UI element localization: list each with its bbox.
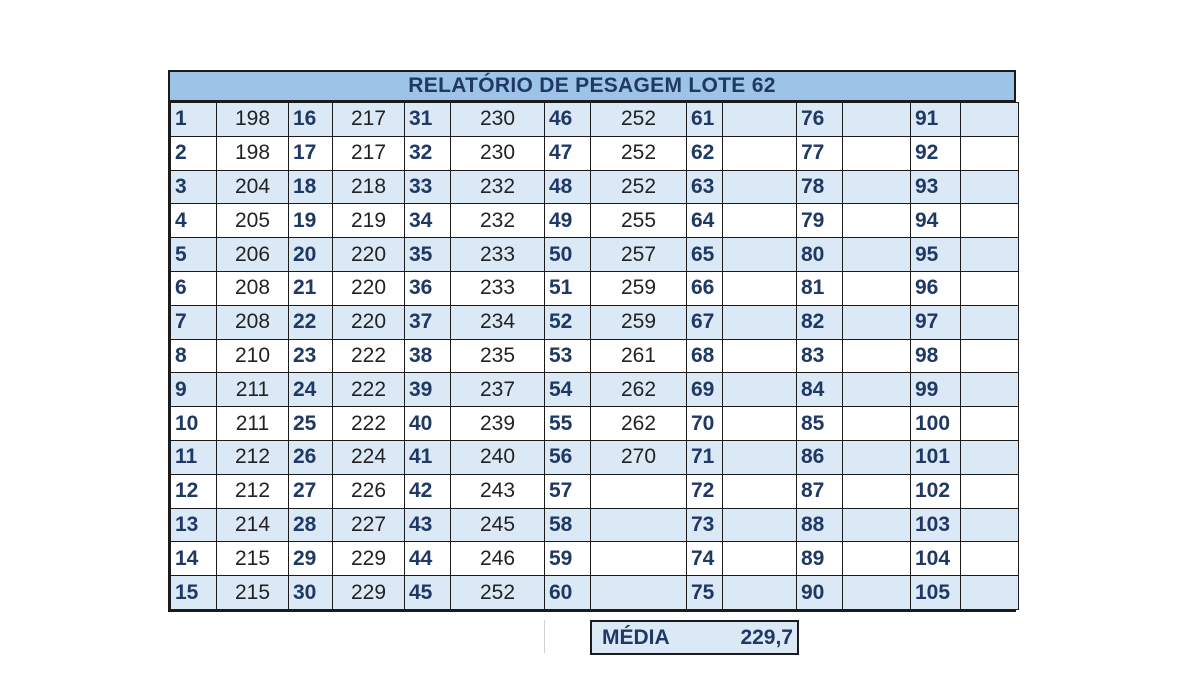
animal-number: 84 (797, 373, 843, 407)
animal-number: 55 (545, 407, 591, 441)
animal-number: 46 (545, 103, 591, 137)
animal-number: 36 (405, 271, 451, 305)
animal-number: 102 (911, 474, 961, 508)
animal-number: 19 (289, 204, 333, 238)
weight-cell[interactable]: 232 (451, 204, 545, 238)
weight-cell[interactable] (843, 271, 911, 305)
weight-cell[interactable] (723, 136, 797, 170)
animal-number: 59 (545, 542, 591, 576)
animal-number: 78 (797, 170, 843, 204)
table-row (171, 576, 1019, 610)
weight-cell[interactable] (723, 305, 797, 339)
animal-number: 49 (545, 204, 591, 238)
animal-number: 86 (797, 440, 843, 474)
animal-number: 5 (171, 238, 217, 272)
animal-number: 4 (171, 204, 217, 238)
gridline-stub (544, 620, 545, 653)
weight-cell[interactable]: 230 (451, 136, 545, 170)
animal-number: 18 (289, 170, 333, 204)
weight-cell[interactable] (961, 136, 1019, 170)
weight-cell[interactable]: 220 (333, 305, 405, 339)
animal-number: 16 (289, 103, 333, 137)
animal-number: 97 (911, 305, 961, 339)
animal-number: 88 (797, 508, 843, 542)
weight-cell[interactable]: 226 (333, 474, 405, 508)
weight-cell[interactable] (843, 542, 911, 576)
weight-cell[interactable] (843, 440, 911, 474)
animal-number: 48 (545, 170, 591, 204)
table-row (171, 103, 1019, 137)
table-row (171, 305, 1019, 339)
table-row (171, 474, 1019, 508)
animal-number: 25 (289, 407, 333, 441)
weight-cell[interactable] (961, 271, 1019, 305)
weight-cell[interactable]: 234 (451, 305, 545, 339)
weight-cell[interactable] (961, 440, 1019, 474)
animal-number: 83 (797, 339, 843, 373)
animal-number: 21 (289, 271, 333, 305)
weight-cell[interactable]: 227 (333, 508, 405, 542)
animal-number: 38 (405, 339, 451, 373)
animal-number: 26 (289, 440, 333, 474)
animal-number: 27 (289, 474, 333, 508)
weight-cell[interactable]: 239 (451, 407, 545, 441)
animal-number: 101 (911, 440, 961, 474)
animal-number: 24 (289, 373, 333, 407)
table-row (171, 407, 1019, 441)
weight-cell[interactable] (843, 305, 911, 339)
animal-number: 65 (687, 238, 723, 272)
weight-cell[interactable]: 262 (591, 407, 687, 441)
weight-cell[interactable]: 222 (333, 373, 405, 407)
table-row (171, 238, 1019, 272)
animal-number: 89 (797, 542, 843, 576)
table-row (171, 339, 1019, 373)
animal-number: 39 (405, 373, 451, 407)
animal-number: 30 (289, 576, 333, 610)
table-row (171, 136, 1019, 170)
weight-cell[interactable] (961, 103, 1019, 137)
weight-cell[interactable]: 204 (217, 170, 289, 204)
weight-cell[interactable]: 205 (217, 204, 289, 238)
weight-cell[interactable]: 245 (451, 508, 545, 542)
weight-cell[interactable]: 233 (451, 238, 545, 272)
animal-number: 61 (687, 103, 723, 137)
table-row (171, 204, 1019, 238)
weight-cell[interactable]: 212 (217, 474, 289, 508)
animal-number: 45 (405, 576, 451, 610)
animal-number: 15 (171, 576, 217, 610)
animal-number: 43 (405, 508, 451, 542)
weighing-report-sheet (168, 70, 1016, 612)
weight-cell[interactable] (961, 508, 1019, 542)
weight-cell[interactable] (723, 204, 797, 238)
weight-cell[interactable] (843, 576, 911, 610)
weight-cell[interactable] (843, 204, 911, 238)
animal-number: 69 (687, 373, 723, 407)
animal-number: 12 (171, 474, 217, 508)
animal-number: 92 (911, 136, 961, 170)
animal-number: 104 (911, 542, 961, 576)
animal-number: 98 (911, 339, 961, 373)
weight-cell[interactable]: 211 (217, 407, 289, 441)
animal-number: 54 (545, 373, 591, 407)
weight-cell[interactable] (961, 474, 1019, 508)
weight-cell[interactable] (843, 238, 911, 272)
animal-number: 70 (687, 407, 723, 441)
weight-cell[interactable]: 214 (217, 508, 289, 542)
animal-number: 44 (405, 542, 451, 576)
weight-cell[interactable]: 222 (333, 407, 405, 441)
animal-number: 95 (911, 238, 961, 272)
weight-cell[interactable] (723, 407, 797, 441)
animal-number: 3 (171, 170, 217, 204)
weight-cell[interactable]: 219 (333, 204, 405, 238)
animal-number: 72 (687, 474, 723, 508)
weight-cell[interactable] (961, 542, 1019, 576)
weight-cell[interactable]: 232 (451, 170, 545, 204)
animal-number: 41 (405, 440, 451, 474)
weight-cell[interactable]: 252 (591, 136, 687, 170)
weight-cell[interactable] (961, 204, 1019, 238)
animal-number: 79 (797, 204, 843, 238)
weight-cell[interactable]: 229 (333, 542, 405, 576)
weights-table (170, 102, 1019, 610)
weight-cell[interactable] (961, 238, 1019, 272)
weight-cell[interactable]: 217 (333, 136, 405, 170)
animal-number: 51 (545, 271, 591, 305)
animal-number: 81 (797, 271, 843, 305)
animal-number: 1 (171, 103, 217, 137)
animal-number: 20 (289, 238, 333, 272)
animal-number: 31 (405, 103, 451, 137)
animal-number: 94 (911, 204, 961, 238)
weight-cell[interactable] (723, 238, 797, 272)
animal-number: 32 (405, 136, 451, 170)
table-row (171, 271, 1019, 305)
weight-cell[interactable] (591, 508, 687, 542)
animal-number: 77 (797, 136, 843, 170)
weight-cell[interactable] (843, 508, 911, 542)
weight-cell[interactable]: 206 (217, 238, 289, 272)
weight-cell[interactable] (843, 373, 911, 407)
table-row (171, 440, 1019, 474)
weight-cell[interactable]: 230 (451, 103, 545, 137)
animal-number: 23 (289, 339, 333, 373)
weight-cell[interactable] (591, 474, 687, 508)
animal-number: 85 (797, 407, 843, 441)
weight-cell[interactable] (961, 305, 1019, 339)
animal-number: 17 (289, 136, 333, 170)
weight-cell[interactable] (843, 103, 911, 137)
weight-cell[interactable]: 235 (451, 339, 545, 373)
weight-cell[interactable] (961, 170, 1019, 204)
weight-cell[interactable]: 222 (333, 339, 405, 373)
weight-cell[interactable] (723, 103, 797, 137)
weight-cell[interactable]: 198 (217, 103, 289, 137)
average-box (590, 620, 799, 655)
weight-cell[interactable]: 212 (217, 440, 289, 474)
weight-cell[interactable] (591, 542, 687, 576)
weight-cell[interactable] (843, 474, 911, 508)
average-label: MÉDIA (602, 625, 670, 649)
weight-cell[interactable] (723, 170, 797, 204)
animal-number: 71 (687, 440, 723, 474)
weight-cell[interactable]: 233 (451, 271, 545, 305)
weight-cell[interactable]: 229 (333, 576, 405, 610)
weight-cell[interactable] (843, 407, 911, 441)
animal-number: 62 (687, 136, 723, 170)
weight-cell[interactable]: 208 (217, 305, 289, 339)
weight-cell[interactable]: 270 (591, 440, 687, 474)
animal-number: 66 (687, 271, 723, 305)
weight-cell[interactable]: 252 (591, 103, 687, 137)
animal-number: 60 (545, 576, 591, 610)
weight-cell[interactable] (723, 576, 797, 610)
weight-cell[interactable]: 220 (333, 271, 405, 305)
animal-number: 82 (797, 305, 843, 339)
weight-cell[interactable]: 252 (451, 576, 545, 610)
weight-cell[interactable] (843, 170, 911, 204)
animal-number: 74 (687, 542, 723, 576)
weight-cell[interactable]: 211 (217, 373, 289, 407)
animal-number: 87 (797, 474, 843, 508)
weight-cell[interactable]: 257 (591, 238, 687, 272)
animal-number: 34 (405, 204, 451, 238)
animal-number: 80 (797, 238, 843, 272)
animal-number: 96 (911, 271, 961, 305)
weight-cell[interactable] (723, 339, 797, 373)
animal-number: 63 (687, 170, 723, 204)
weight-cell[interactable] (961, 339, 1019, 373)
animal-number: 99 (911, 373, 961, 407)
weight-cell[interactable] (961, 407, 1019, 441)
weight-cell[interactable] (961, 373, 1019, 407)
animal-number: 10 (171, 407, 217, 441)
report-title: RELATÓRIO DE PESAGEM LOTE 62 (168, 70, 1016, 102)
animal-number: 58 (545, 508, 591, 542)
weight-cell[interactable]: 215 (217, 576, 289, 610)
animal-number: 29 (289, 542, 333, 576)
weights-table-frame (168, 102, 1016, 612)
weight-cell[interactable]: 218 (333, 170, 405, 204)
animal-number: 93 (911, 170, 961, 204)
weight-cell[interactable] (723, 440, 797, 474)
animal-number: 91 (911, 103, 961, 137)
weight-cell[interactable]: 224 (333, 440, 405, 474)
weight-cell[interactable]: 252 (591, 170, 687, 204)
animal-number: 64 (687, 204, 723, 238)
animal-number: 53 (545, 339, 591, 373)
weight-cell[interactable]: 240 (451, 440, 545, 474)
animal-number: 28 (289, 508, 333, 542)
animal-number: 105 (911, 576, 961, 610)
weight-cell[interactable] (723, 508, 797, 542)
table-row (171, 508, 1019, 542)
animal-number: 73 (687, 508, 723, 542)
weight-cell[interactable]: 243 (451, 474, 545, 508)
animal-number: 76 (797, 103, 843, 137)
weight-cell[interactable]: 215 (217, 542, 289, 576)
animal-number: 47 (545, 136, 591, 170)
animal-number: 57 (545, 474, 591, 508)
weight-cell[interactable]: 255 (591, 204, 687, 238)
weight-cell[interactable]: 208 (217, 271, 289, 305)
animal-number: 42 (405, 474, 451, 508)
weight-cell[interactable]: 259 (591, 271, 687, 305)
animal-number: 33 (405, 170, 451, 204)
animal-number: 7 (171, 305, 217, 339)
animal-number: 8 (171, 339, 217, 373)
weight-cell[interactable] (961, 576, 1019, 610)
weight-cell[interactable]: 198 (217, 136, 289, 170)
animal-number: 103 (911, 508, 961, 542)
average-value: 229,7 (740, 625, 793, 649)
animal-number: 11 (171, 440, 217, 474)
animal-number: 90 (797, 576, 843, 610)
animal-number: 14 (171, 542, 217, 576)
table-row (171, 373, 1019, 407)
animal-number: 22 (289, 305, 333, 339)
animal-number: 67 (687, 305, 723, 339)
weight-cell[interactable]: 261 (591, 339, 687, 373)
weight-cell[interactable]: 220 (333, 238, 405, 272)
animal-number: 37 (405, 305, 451, 339)
table-row (171, 542, 1019, 576)
weight-cell[interactable]: 259 (591, 305, 687, 339)
weight-cell[interactable]: 237 (451, 373, 545, 407)
animal-number: 75 (687, 576, 723, 610)
animal-number: 35 (405, 238, 451, 272)
weight-cell[interactable]: 217 (333, 103, 405, 137)
weight-cell[interactable] (843, 136, 911, 170)
animal-number: 9 (171, 373, 217, 407)
weight-cell[interactable] (591, 576, 687, 610)
animal-number: 50 (545, 238, 591, 272)
animal-number: 52 (545, 305, 591, 339)
weight-cell[interactable] (723, 474, 797, 508)
animal-number: 100 (911, 407, 961, 441)
animal-number: 6 (171, 271, 217, 305)
weight-cell[interactable] (843, 339, 911, 373)
weight-cell[interactable]: 210 (217, 339, 289, 373)
weight-cell[interactable]: 262 (591, 373, 687, 407)
weight-cell[interactable] (723, 271, 797, 305)
weight-cell[interactable]: 246 (451, 542, 545, 576)
animal-number: 56 (545, 440, 591, 474)
animal-number: 13 (171, 508, 217, 542)
weight-cell[interactable] (723, 373, 797, 407)
table-row (171, 170, 1019, 204)
weight-cell[interactable] (723, 542, 797, 576)
animal-number: 2 (171, 136, 217, 170)
animal-number: 40 (405, 407, 451, 441)
animal-number: 68 (687, 339, 723, 373)
